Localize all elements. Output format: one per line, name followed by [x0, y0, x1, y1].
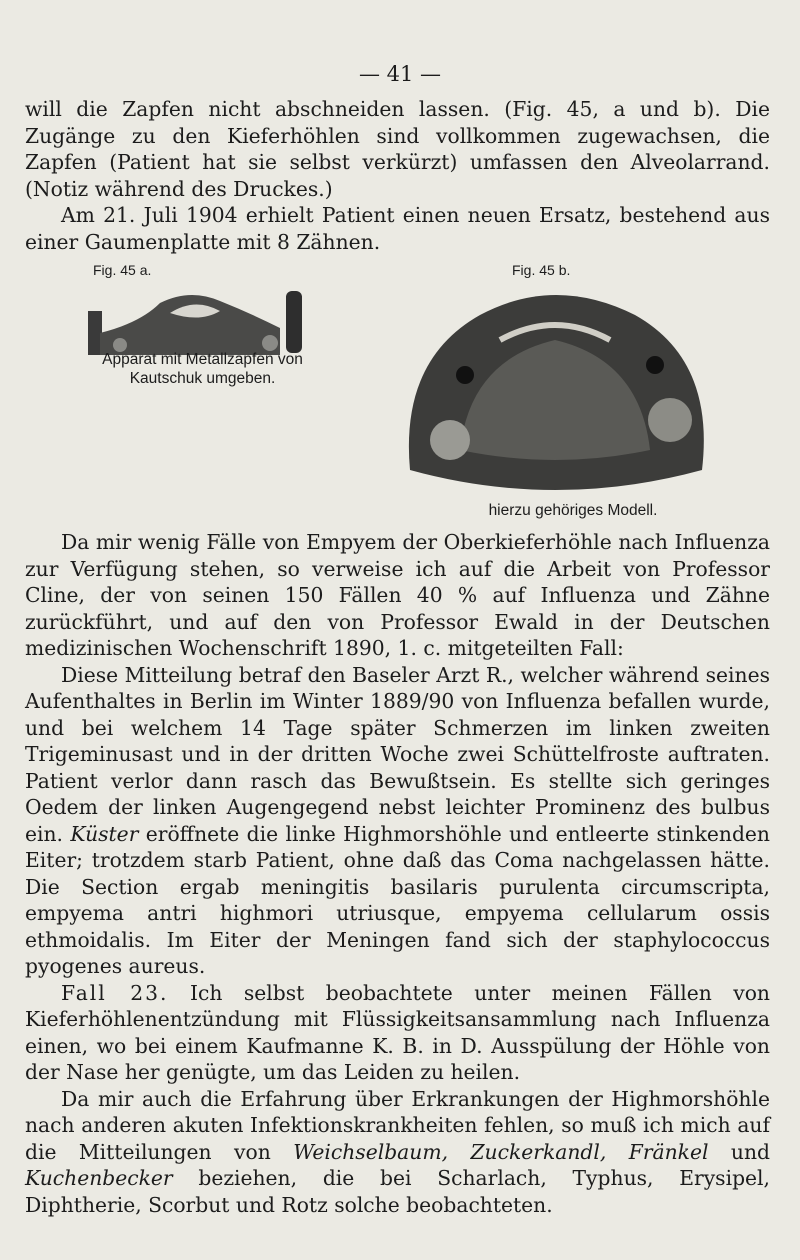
rubber-plate — [100, 295, 280, 355]
author-name: Küster — [70, 821, 139, 846]
cavity-right — [648, 398, 692, 442]
author-name: Kuchenbecker — [25, 1166, 173, 1190]
text-block-top — [25, 96, 770, 255]
figure-45b-label: Fig. 45 b. — [512, 262, 571, 278]
text-span: Diese Mitteilung betraf den Baseler Arzt R., welcher während seines Aufenthaltes in Berlin im Winter 1889/90 von Influenza befallen wurde, und bei welchem 14 Tage später Schmerzen im linken zweiten Trigeminusast und in der dritten Woche zwei Schüttelfroste auftraten. Patient verlor dann rasch das Bewußtsein. Es stellte sich geringes Oedem der linken Augengegend nebst leichter Prominenz des bulbus ein. — [25, 662, 770, 846]
figure-45b-caption: hierzu gehöriges Modell. — [488, 502, 658, 519]
metal-pin-right — [286, 291, 302, 353]
paragraph — [25, 1086, 770, 1219]
page-number: — 41 — — [358, 62, 442, 86]
paragraph — [25, 980, 770, 1086]
metal-pin-left — [88, 311, 102, 355]
paragraph: will die Zapfen nicht abschneiden lassen. (Fig. 45, a und b). Die Zugänge zu den Kieferhöhlen sind vollkommen zugewachsen, die Zapfen (Patient hat sie selbst verkürzt) umfassen den Alveolarrand. (Notiz während des Druckes.) — [25, 97, 770, 201]
tooth-shape — [262, 335, 278, 351]
figure-45a-label: Fig. 45 a. — [93, 262, 152, 278]
case-label: Fall 23. — [61, 980, 169, 1005]
figure-45a-caption: Apparat mit Metallzapfen von Kautschuk umgeben. — [102, 351, 303, 387]
text-span: Da mir auch die Erfahrung über Erkrankungen der Highmorshöhle nach anderen akuten Infektionskrankheiten fehlen, so muß ich mich auf die Mitteilungen von — [25, 1086, 770, 1164]
text-span: und — [708, 1139, 770, 1164]
author-names: Weichselbaum, Zuckerkandl, Fränkel — [293, 1139, 709, 1164]
text-block-main — [25, 529, 770, 1218]
text-span: Ich selbst beobachtete unter meinen Fällen von Kieferhöhlenentzündung mit Flüssigkeitsansammlung nach Influenza einen, wo bei einem Kaufmanne K. B. in D. Ausspülung der Höhle von der Nase her genügte, um das Leiden zu heilen. — [25, 980, 770, 1084]
opening-right — [646, 356, 664, 374]
paragraph — [25, 662, 770, 980]
paragraph: Da mir wenig Fälle von Empyem der Oberkieferhöhle nach Influenza zur Verfügung stehen, so verweise ich auf die Arbeit von Professor Cline, der von seinen 150 Fällen 40 % auf Influenza und Zähne zurückführt, und auf den von Professor Ewald in der Deutschen medizinischen Wochenschrift 1890, 1. c. mitgeteilten Fall: — [25, 530, 770, 660]
paragraph: Am 21. Juli 1904 erhielt Patient einen neuen Ersatz, bestehend aus einer Gaumenplatte mit 8 Zähnen. — [25, 203, 770, 254]
figure-45b-image — [390, 280, 720, 500]
text-span: beziehen, die bei Scharlach, Typhus, Erysipel, Diphtherie, Scorbut und Rotz solche beobachteten. — [25, 1166, 770, 1217]
cavity-left — [430, 420, 470, 460]
opening-left — [456, 366, 474, 384]
figure-45a-image — [80, 283, 320, 358]
text-span: eröffnete die linke Highmorshöhle und entleerte stinkenden Eiter; trotzdem starb Patient, ohne daß das Coma nachgelassen hätte. Die Section ergab meningitis basilaris purulenta circumscripta, empyema antri highmori utriusque, empyema cellularum ossis ethmoidalis. Im Eiter der Meningen fand sich der staphylococcus pyogenes aureus. — [25, 821, 770, 978]
